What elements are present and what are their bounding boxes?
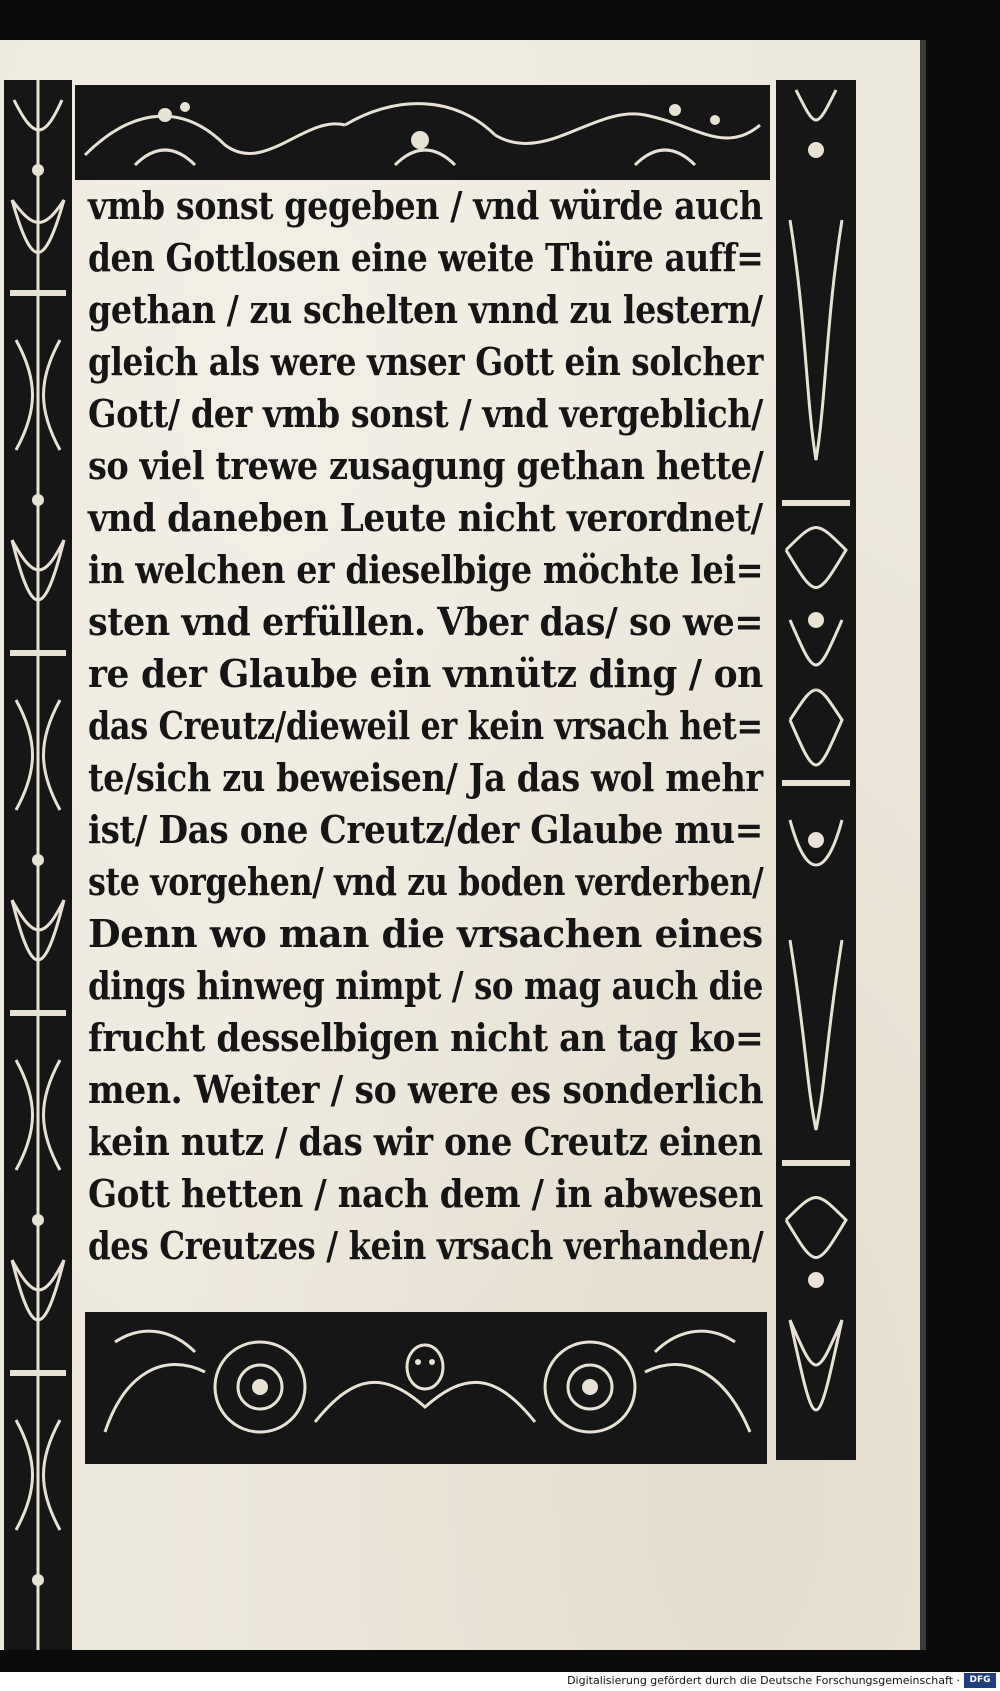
text-line: ist/ Das one Creutz/der Glaube mu= bbox=[88, 807, 763, 852]
text-line: des Creutzes / kein vrsach verhanden/ bbox=[88, 1223, 764, 1268]
text-line: re der Glaube ein vnnütz ding / on bbox=[88, 651, 763, 696]
text-line: sten vnd erfüllen. Vber das/ so we= bbox=[88, 599, 764, 644]
text-line: gethan / zu schelten vnnd zu lestern/ bbox=[88, 287, 763, 332]
text-line: te/sich zu beweisen/ Ja das wol mehr bbox=[88, 755, 763, 800]
text-line: den Gottlosen eine weite Thüre auff= bbox=[88, 235, 764, 280]
text-line: frucht desselbigen nicht an tag ko= bbox=[88, 1015, 764, 1060]
text-line: Gott/ der vmb sonst / vnd vergeblich/ bbox=[88, 391, 763, 436]
text-line: Gott hetten / nach dem / in abwesen bbox=[88, 1171, 763, 1216]
text-line: das Creutz/dieweil er kein vrsach het= bbox=[88, 703, 763, 748]
text-line: vmb sonst gegeben / vnd würde auch bbox=[88, 183, 763, 228]
text-line: kein nutz / das wir one Creutz einen bbox=[88, 1119, 763, 1164]
dfg-logo: DFG bbox=[964, 1673, 996, 1688]
right-woodcut-border bbox=[776, 80, 856, 1460]
text-line: vnd daneben Leute nicht verordnet/ bbox=[88, 495, 763, 540]
text-line: men. Weiter / so were es sonderlich bbox=[88, 1067, 764, 1112]
text-line: Denn wo man die vrsachen eines bbox=[88, 911, 763, 956]
page-text bbox=[88, 180, 768, 1300]
bottom-woodcut-border bbox=[85, 1312, 767, 1464]
left-woodcut-border bbox=[4, 80, 72, 1650]
text-line: dings hinweg nimpt / so mag auch die bbox=[88, 963, 763, 1008]
text-line: gleich als were vnser Gott ein solcher bbox=[88, 339, 763, 384]
top-woodcut-border bbox=[75, 85, 770, 180]
digitization-credit: Digitalisierung gefördert durch die Deutsche Forschungsgemeinschaft · bbox=[567, 1674, 960, 1687]
text-line: in welchen er dieselbige möchte lei= bbox=[88, 547, 764, 592]
page-edge bbox=[920, 40, 926, 1650]
text-line: so viel trewe zusagung gethan hette/ bbox=[88, 443, 764, 488]
text-line: ste vorgehen/ vnd zu boden verderben/ bbox=[88, 859, 764, 904]
